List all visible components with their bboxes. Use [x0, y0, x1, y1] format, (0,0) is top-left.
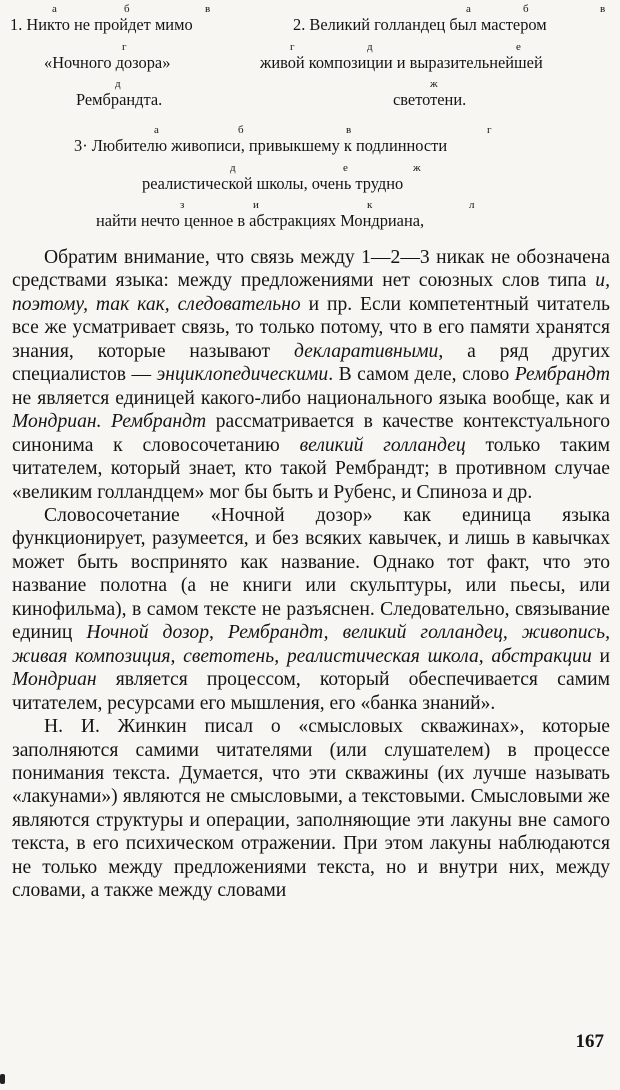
marker: ж	[413, 162, 421, 174]
marker: б	[523, 3, 529, 15]
ex3-line1: 3· Любителю живописи, привыкшему к подлинности	[74, 136, 448, 155]
body-text	[12, 246, 610, 903]
italic-run: декларативными	[294, 340, 439, 362]
page-number: 167	[575, 1031, 604, 1052]
italic-run: и, поэтому, так как, следовательно	[12, 270, 610, 315]
text-run: не является единицей какого-либо национального языка вообще, как и	[12, 387, 610, 409]
italic-run: Ночной дозор, Рембрандт, великий голландец, живопись, живая композиция, светотень, реалистическая школа, абстракции	[12, 622, 610, 667]
italic-run: Рембрандт	[514, 364, 610, 386]
marker: б	[238, 124, 244, 136]
marker: з	[180, 199, 185, 211]
text-run: рассматривается в качестве контекстуального синонима к словосочетанию	[12, 411, 610, 456]
scan-mark	[0, 1074, 5, 1084]
ex1-line1: 1. Никто не пройдет мимо	[10, 15, 193, 34]
marker: д	[367, 41, 373, 53]
marker: в	[205, 3, 211, 15]
italic-run: энциклопедическими	[156, 364, 329, 386]
marker: д	[230, 162, 236, 174]
text-run: Словосочетание «Ночной дозор» как единица языка функционирует, разумеется, и без всяких кавычек, и лишь в кавычках может быть воспринято как название. Однако тот факт, что это название полотна (а не книги или скульптуры, или пьесы, или кинофильма), в самом тексте не разъяснен. Следовательно, связывание единиц	[12, 504, 610, 644]
italic-run: Мондриан	[12, 669, 97, 691]
ex2-line2: живой композиции и выразительнейшей	[260, 53, 543, 72]
marker: ж	[430, 78, 438, 90]
paragraph-1	[12, 246, 610, 504]
text-run: и	[591, 645, 611, 667]
marker: к	[367, 199, 373, 211]
marker: а	[466, 3, 471, 15]
text-run: . В самом деле, слово	[328, 364, 515, 386]
example-block	[0, 0, 620, 236]
marker: г	[122, 41, 127, 53]
marker: е	[516, 41, 521, 53]
text-run: является процессом, который обеспечивается самим читателем, ресурсами его мышления, его «банка знаний».	[12, 669, 610, 714]
ex3-line2: реалистической школы, очень трудно	[142, 174, 404, 193]
marker: в	[600, 3, 606, 15]
ex1-line2: «Ночного дозора»	[44, 53, 171, 72]
marker: д	[115, 78, 121, 90]
italic-run: великий голландец	[299, 434, 466, 456]
text-run: Обратим внимание, что связь между 1—2—3 никак не обозначена средствами языка: между предложениями нет союзных слов типа	[12, 247, 610, 292]
marker: г	[290, 41, 295, 53]
ex1-line3: Рембрандта.	[76, 90, 163, 109]
marker: а	[154, 124, 159, 136]
text-run: только таким читателем, который знает, кто такой Рембрандт; в противном случае «великим голландцем» мог бы быть и Рубенс, и Спиноза и др.	[12, 434, 611, 503]
ex3-line3: найти нечто ценное в абстракциях Мондриана,	[96, 211, 425, 230]
ex2-line1: 2. Великий голландец был мастером	[293, 15, 547, 34]
marker: л	[469, 199, 475, 211]
paragraph-3: Н. И. Жинкин писал о «смысловых скважинах», которые заполняются самими читателями (или слушателем) в процессе понимания текста. Думается, что эти скважины (их лучше называть «лакунами») являются не смысловыми, а текстовыми. Смысловыми же являются структуры и операции, заполняющие эти лакуны вне самого текста, в его психическом отражении. При этом лакуны наблюдаются не только между предложениями текста, но и внутри них, между словами, а также между словами	[12, 716, 610, 902]
marker: а	[52, 3, 57, 15]
marker: е	[343, 162, 348, 174]
paragraph-2	[12, 504, 610, 715]
italic-run: Мондриан. Рембрандт	[12, 411, 207, 433]
ex2-line3: светотени.	[393, 90, 467, 109]
marker: и	[253, 199, 259, 211]
marker: б	[124, 3, 130, 15]
text-run: , а ряд других специалистов —	[12, 340, 610, 386]
marker: г	[487, 124, 492, 136]
marker: в	[346, 124, 352, 136]
text-run: и пр. Если компетентный читатель все же усматривает связь, то только потому, что в его памяти хранятся знания, которые называют	[12, 293, 610, 362]
